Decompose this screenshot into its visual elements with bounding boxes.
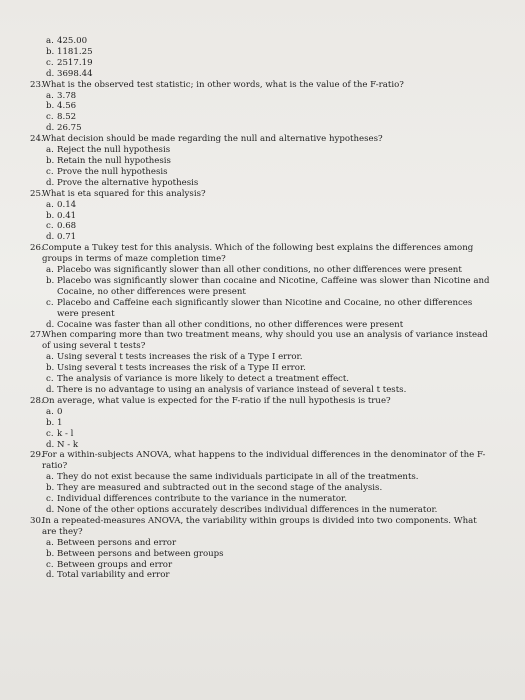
option-text: Retain the null hypothesis xyxy=(57,155,171,166)
option-letter: c. xyxy=(46,57,54,68)
option-text: There is no advantage to using an analysis of variance instead of several t tests. xyxy=(57,385,407,395)
option-letter: b. xyxy=(46,417,55,428)
option-letter: a. xyxy=(46,36,54,46)
option-text: Between groups and error xyxy=(57,559,173,570)
answer-option xyxy=(30,538,490,549)
option-letter: a. xyxy=(46,537,54,548)
option-letter: d. xyxy=(46,385,55,395)
question-28 xyxy=(30,396,490,451)
answer-option xyxy=(30,505,490,516)
question-number: 29. xyxy=(30,450,44,461)
question-stem xyxy=(30,243,490,265)
option-letter: d. xyxy=(46,232,55,243)
option-text: 4.56 xyxy=(57,101,77,112)
question-number: 27. xyxy=(30,330,44,341)
answer-option xyxy=(30,385,490,396)
question-23 xyxy=(30,80,490,135)
question-number: 23. xyxy=(30,79,44,90)
option-text: 2517.19 xyxy=(57,57,93,68)
option-text: 1181.25 xyxy=(57,46,93,57)
question-30 xyxy=(30,516,490,581)
question-text: What decision should be made regarding the null and alternative hypotheses? xyxy=(42,134,383,145)
option-text: 3.78 xyxy=(57,90,77,101)
option-letter: c. xyxy=(46,559,54,570)
question-stem xyxy=(30,134,490,145)
answer-option xyxy=(30,145,490,156)
questions xyxy=(30,80,490,582)
option-letter: b. xyxy=(46,483,55,494)
question-stem xyxy=(30,396,490,407)
question-number: 26. xyxy=(30,243,44,254)
option-text: 1 xyxy=(57,417,63,428)
option-text: Prove the null hypothesis xyxy=(57,166,168,177)
option-letter: c. xyxy=(46,166,54,177)
option-text: Prove the alternative hypothesis xyxy=(57,177,199,188)
question-number: 30. xyxy=(30,515,44,526)
option-letter: a. xyxy=(46,265,54,276)
answer-option xyxy=(30,178,490,189)
option-text: Using several t tests increases the risk of a Type II error. xyxy=(57,363,306,374)
question-27 xyxy=(30,330,490,395)
previous-question-options xyxy=(30,36,490,80)
option-letter: a. xyxy=(46,90,54,101)
answer-option xyxy=(30,58,490,69)
option-text: 0.41 xyxy=(57,210,77,221)
option-text: Placebo and Caffeine each significantly slower than Nicotine and Cocaine, no other differences were present xyxy=(57,297,473,319)
option-text: 0.68 xyxy=(57,221,77,232)
option-text: Using several t tests increases the risk of a Type I error. xyxy=(57,352,303,363)
answer-option xyxy=(30,363,490,374)
option-text: None of the other options accurately describes individual differences in the numerator. xyxy=(57,504,438,515)
option-text: 26.75 xyxy=(57,123,82,134)
option-letter: c. xyxy=(46,374,54,385)
option-letter: d. xyxy=(46,319,55,330)
answer-option xyxy=(30,560,490,571)
option-text: Total variability and error xyxy=(57,570,170,581)
option-text: Between persons and between groups xyxy=(57,548,224,559)
option-text: N - k xyxy=(57,439,79,450)
option-letter: a. xyxy=(46,352,54,363)
answer-option xyxy=(30,47,490,58)
answer-option xyxy=(30,101,490,112)
answer-option xyxy=(30,494,490,505)
question-text: Compute a Tukey test for this analysis. Which of the following best explains the differences among groups in terms of maze completion time? xyxy=(42,243,474,265)
option-letter: a. xyxy=(46,145,54,156)
option-letter: b. xyxy=(46,155,55,166)
question-text: For a within-subjects ANOVA, what happens to the individual differences in the denominator of the F-ratio? xyxy=(42,450,486,472)
answer-option xyxy=(30,112,490,123)
option-letter: c. xyxy=(46,112,54,123)
answer-option xyxy=(30,352,490,363)
answer-option xyxy=(30,483,490,494)
question-number: 25. xyxy=(30,188,44,199)
answer-option xyxy=(30,440,490,451)
option-letter: d. xyxy=(46,123,55,134)
question-list xyxy=(30,36,490,581)
answer-option xyxy=(30,265,490,276)
option-letter: d. xyxy=(46,177,55,188)
option-text: 8.52 xyxy=(57,112,77,123)
answer-option xyxy=(30,549,490,560)
question-stem xyxy=(30,189,490,200)
option-letter: c. xyxy=(46,428,54,439)
option-letter: d. xyxy=(46,570,55,581)
option-text: Placebo was significantly slower than cocaine and Nicotine, Caffeine was slower than Nicotine and Cocaine, no other differences were present xyxy=(57,275,490,297)
question-text: When comparing more than two treatment means, why should you use an analysis of variance instead of using several t tests? xyxy=(42,330,488,352)
answer-option xyxy=(30,200,490,211)
question-text: In a repeated-measures ANOVA, the variability within groups is divided into two components. What are they? xyxy=(42,515,477,537)
answer-option xyxy=(30,156,490,167)
option-text: They do not exist because the same individuals participate in all of the treatments. xyxy=(57,472,419,483)
question-stem xyxy=(30,330,490,352)
question-number: 24. xyxy=(30,134,44,145)
answer-option xyxy=(30,407,490,418)
option-letter: b. xyxy=(46,101,55,112)
answer-option xyxy=(30,167,490,178)
option-text: The analysis of variance is more likely to detect a treatment effect. xyxy=(57,374,350,385)
question-text: What is the observed test statistic; in other words, what is the value of the F-ratio? xyxy=(42,79,404,90)
answer-option xyxy=(30,69,490,80)
option-text: 0.71 xyxy=(57,232,77,243)
answer-option xyxy=(30,298,490,320)
option-text: 0 xyxy=(57,406,63,417)
question-stem xyxy=(30,516,490,538)
option-letter: c. xyxy=(46,494,54,505)
question-26 xyxy=(30,243,490,330)
question-stem xyxy=(30,450,490,472)
answer-option xyxy=(30,320,490,331)
question-stem xyxy=(30,80,490,91)
option-letter: c. xyxy=(46,297,54,308)
option-letter: b. xyxy=(46,275,55,286)
question-24 xyxy=(30,134,490,189)
question-29 xyxy=(30,450,490,515)
option-text: 0.14 xyxy=(57,199,77,210)
question-number: 28. xyxy=(30,395,44,406)
option-text: Placebo was significantly slower than all other conditions, no other differences were present xyxy=(57,265,462,276)
option-letter: d. xyxy=(46,439,55,450)
answer-option xyxy=(30,570,490,581)
option-letter: b. xyxy=(46,363,55,374)
answer-option xyxy=(30,276,490,298)
answer-option xyxy=(30,232,490,243)
option-text: 3698.44 xyxy=(57,68,93,79)
question-25 xyxy=(30,189,490,244)
question-text: What is eta squared for this analysis? xyxy=(42,188,206,199)
answer-option xyxy=(30,221,490,232)
option-letter: d. xyxy=(46,504,55,515)
option-letter: b. xyxy=(46,210,55,221)
option-letter: d. xyxy=(46,68,55,79)
option-text: Cocaine was faster than all other conditions, no other differences were present xyxy=(57,319,404,330)
answer-option xyxy=(30,374,490,385)
question-text: On average, what value is expected for the F-ratio if the null hypothesis is true? xyxy=(42,395,391,406)
answer-option xyxy=(30,418,490,429)
option-letter: c. xyxy=(46,221,54,232)
answer-option xyxy=(30,472,490,483)
option-letter: b. xyxy=(46,46,55,57)
answer-option xyxy=(30,429,490,440)
option-text: They are measured and subtracted out in the second stage of the analysis. xyxy=(57,483,383,494)
option-letter: a. xyxy=(46,406,54,417)
option-text: Between persons and error xyxy=(57,537,177,548)
option-text: Individual differences contribute to the variance in the numerator. xyxy=(57,494,347,505)
option-text: 425.00 xyxy=(57,36,88,46)
answer-option xyxy=(30,211,490,222)
option-text: k - l xyxy=(57,428,74,439)
option-letter: a. xyxy=(46,199,54,210)
answer-option xyxy=(30,91,490,102)
answer-option xyxy=(30,123,490,134)
option-text: Reject the null hypothesis xyxy=(57,145,171,156)
answer-option xyxy=(30,36,490,47)
option-letter: a. xyxy=(46,472,54,483)
option-letter: b. xyxy=(46,548,55,559)
